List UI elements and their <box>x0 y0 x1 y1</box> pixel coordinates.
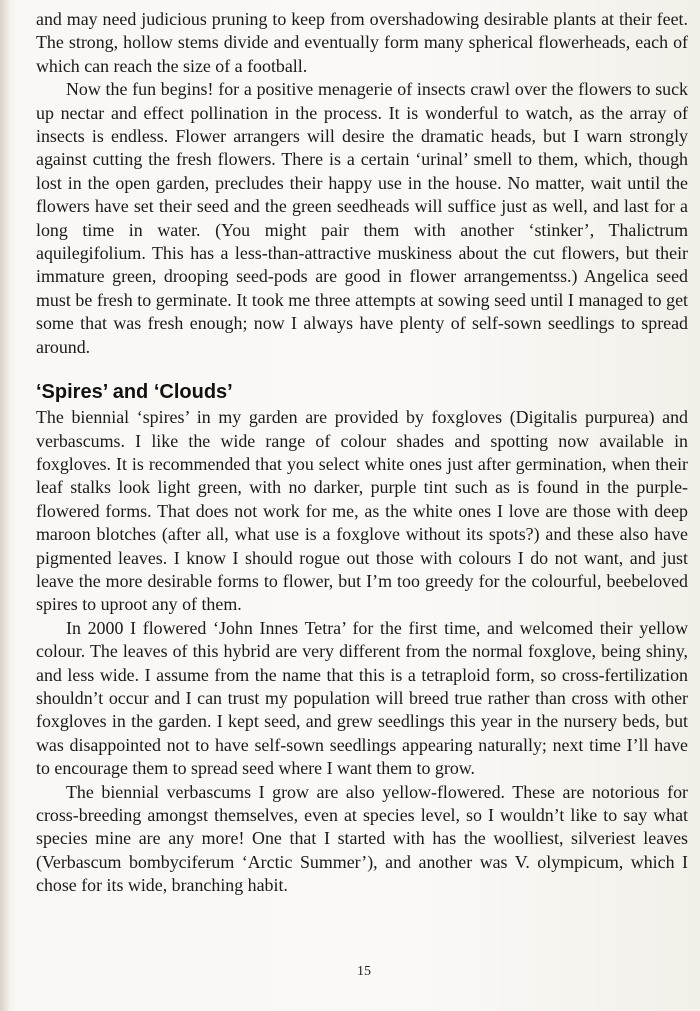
paragraph-insects: Now the fun begins! for a positive menagerie of insects crawl over the flowers to suck up nectar and effect pollination in the process. It is wonderful to watch, as the array of insects is endless. Flower arrangers will desire the dramatic heads, but I warn strongly against cutting the fresh flowers. There is a certain ‘urinal’ smell to them, which, though lost in the open garden, precludes their happy use in the house. No matter, wait until the flowers have set their seed and the green seedheads will suffice just as well, and last for a long time in water. (You might pair them with another ‘stinker’, Thalictrum aquilegifolium. This has a less-than-attractive muskiness about the cut flowers, but their immature green, drooping seed-pods are good in flower arrangementss.) Angelica seed must be fresh to germinate. It took me three attempts at sowing seed until I managed to get some that was fresh enough; now I always have plenty of self-sown seedlings to spread around. <box>36 79 688 357</box>
paragraph-john-innes-tetra: In 2000 I flowered ‘John Innes Tetra’ for the first time, and welcomed their yellow colour. The leaves of this hybrid are very different from the normal foxglove, being shiny, and less wide. I assume from the name that this is a tetraploid form, so cross-fertilization shouldn’t occur and I can trust my population will breed true rather than cross with other foxgloves in the garden. I kept seed, and grew seedlings this year in the nursery beds, but was disappointed not to have self-sown seedlings appearing naturally; next time I’ll have to encourage them to spread seed where I want them to grow. <box>36 617 688 779</box>
page-body <box>36 8 688 898</box>
page-number: 15 <box>357 964 371 979</box>
paragraph-verbascums: The biennial verbascums I grow are also yellow-flowered. These are notorious for cross-breeding amongst themselves, even at species level, so I wouldn’t like to say what species mine are any more! One that I started with has the woolliest, silveriest leaves (Verbascum bombyciferum ‘Arctic Summer’), and another was V. olympicum, which I chose for its wide, branching habit. <box>36 781 688 896</box>
paragraph-continuation: and may need judicious pruning to keep from overshadowing desirable plants at their feet. The strong, hollow stems divide and eventually form many spherical flowerheads, each of which can reach the size of a football. <box>36 9 688 76</box>
paragraph-foxgloves: The biennial ‘spires’ in my garden are provided by foxgloves (Digitalis purpurea) and verbascums. I like the wide range of colour shades and spotting now available in foxgloves. It is recommended that you select white ones just after germination, when their leaf stalks look light green, with no darker, purple tint such as is found in the purple-flowered forms. That does not work for me, as the white ones I love are those with deep maroon blotches (after all, what use is a foxglove without its spots?) and these also have pigmented leaves. I know I should rogue out those with colours I do not want, and just leave the more desirable forms to flower, but I’m too greedy for the colourful, beebeloved spires to uproot any of them. <box>36 407 688 615</box>
page-gutter-shadow <box>0 0 10 1011</box>
section-heading: ‘Spires’ and ‘Clouds’ <box>36 381 233 404</box>
